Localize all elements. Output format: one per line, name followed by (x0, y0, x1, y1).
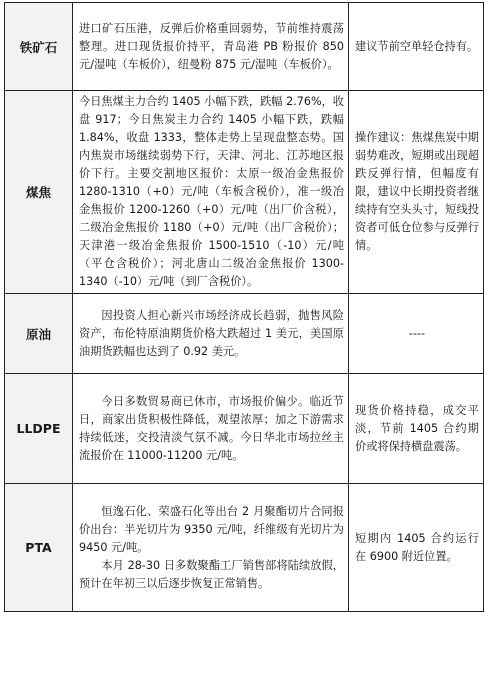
advice-cell: 现货价格持稳，成交平淡，节前 1405 合约期价或将保持横盘震荡。 (349, 374, 484, 484)
advice-cell: ---- (349, 294, 484, 374)
market-description-cell (73, 3, 349, 91)
market-description-cell (73, 484, 349, 612)
description-paragraph: 恒逸石化、荣盛石化等出台 2 月聚酯切片合同报价出台：半光切片为 9350 元/吨，纤维级有光切片为 9450 元/吨。 (79, 504, 344, 554)
table-row-pta (5, 484, 484, 612)
category-cell: LLDPE (5, 374, 73, 484)
description-paragraph: 今日多数贸易商已休市，市场报价偏少。临近节日，商家出货积极性降低，观望浓厚；加之下游需求持续低迷，交投清淡气氛不减。今日华北市场拉丝主流报价在 11000-11200 元/吨。 (79, 394, 344, 462)
table-row-crude-oil (5, 294, 484, 374)
market-description-cell (73, 374, 349, 484)
market-commentary-document (4, 2, 484, 612)
commodity-table (4, 2, 484, 612)
advice-cell: 建议节前空单轻仓持有。 (349, 3, 484, 91)
description-paragraph: 进口矿石压港，反弹后价格重回弱势，节前维持震荡整理。进口现货报价持平，青岛港 PB 粉报价 850 元/湿吨（车板价），纽曼粉 875 元/湿吨（车板价）。 (79, 21, 344, 71)
table-row-iron-ore (5, 3, 484, 91)
category-cell: PTA (5, 484, 73, 612)
advice-cell: 操作建议：焦煤焦炭中期弱势难改，短期或出现超跌反弹行情，但幅度有限，建议中长期投资者继续持有空头头寸，短线投资者可低仓位参与反弹行情。 (349, 91, 484, 294)
table-row-coal-coke (5, 91, 484, 294)
category-cell: 铁矿石 (5, 3, 73, 91)
market-description-cell (73, 294, 349, 374)
table-row-lldpe (5, 374, 484, 484)
description-paragraph: 今日焦煤主力合约 1405 小幅下跌，跌幅 2.76%，收盘 917；今日焦炭主力合约 1405 小幅下跌，跌幅 1.84%，收盘 1333，整体走势上呈现盘整态势。国内焦炭市场继续弱势下行，天津、河北、江苏地区报价下行。主要交割地区报价：太原一级冶金焦报价 1280-1310（+0）元/吨（车板含税价），准一级冶金焦报价 1200-1260（+0）元/吨（出厂价含税），二级冶金焦报价 1180（+0）元/吨（出厂含税价）；天津港一级冶金焦报价 1500-1510（-10）元/吨（平仓含税价）；河北唐山二级冶金焦报价 1300-1340（-10）元/吨（到厂含税价）。 (79, 95, 344, 288)
category-cell: 煤焦 (5, 91, 73, 294)
description-paragraph: 因投资人担心新兴市场经济成长趋弱，抛售风险资产，布伦特原油期货价格大跌超过 1 美元，美国原油期货跌幅也达到了 0.92 美元。 (79, 308, 344, 358)
description-paragraph: 本月 28-30 日多数聚酯工厂销售部将陆续放假，预计在年初三以后逐步恢复正常销售。 (79, 558, 344, 590)
market-description-cell (73, 91, 349, 294)
advice-cell: 短期内 1405 合约运行在 6900 附近位置。 (349, 484, 484, 612)
category-cell: 原油 (5, 294, 73, 374)
